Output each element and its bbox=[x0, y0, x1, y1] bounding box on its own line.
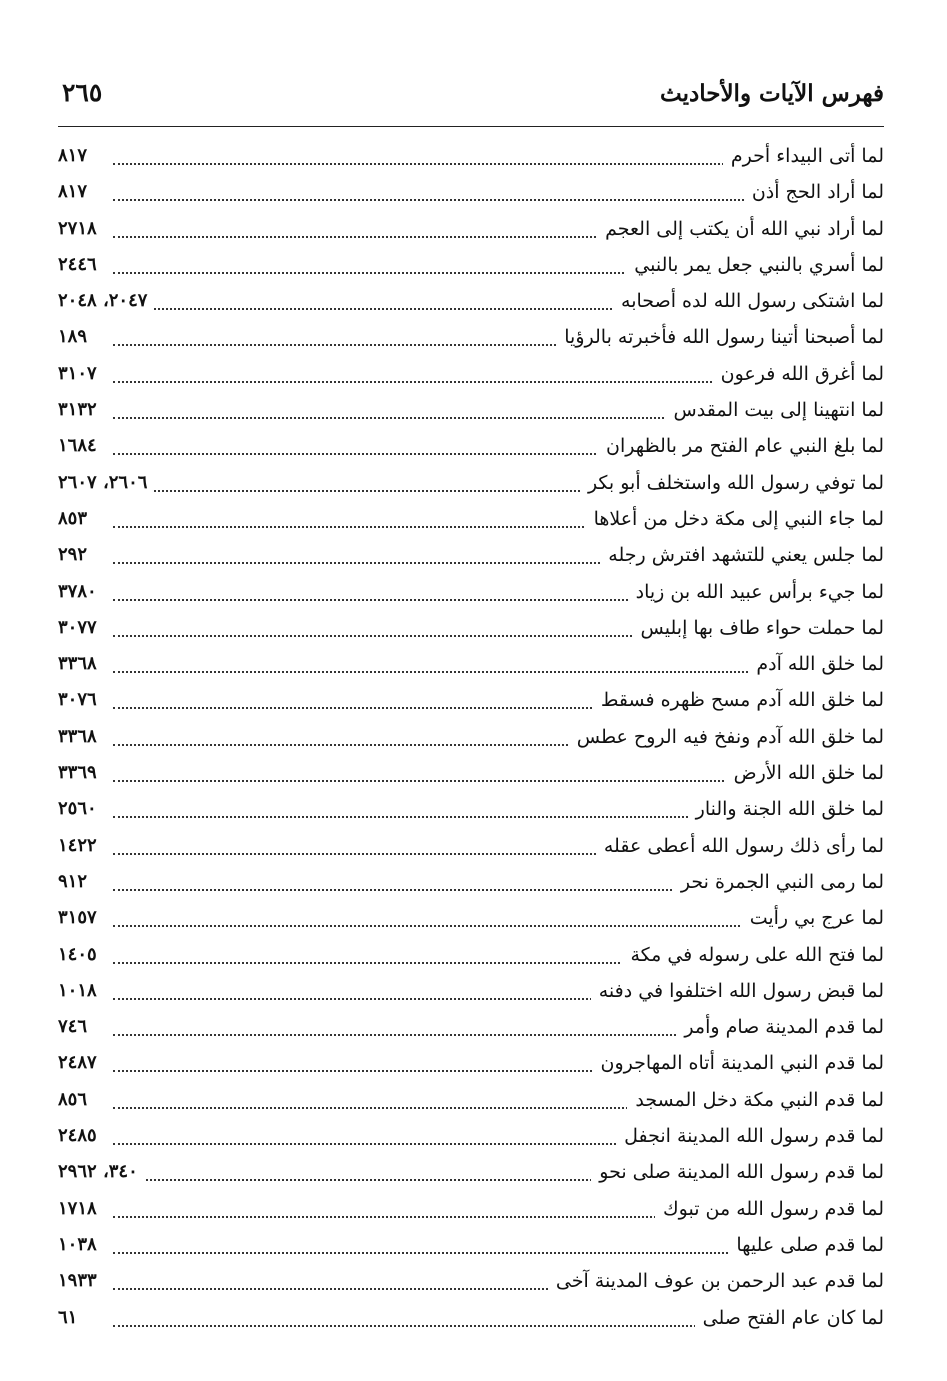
index-entry bbox=[58, 758, 884, 794]
index-entry bbox=[58, 976, 884, 1012]
index-entry bbox=[58, 1121, 884, 1157]
index-entry bbox=[58, 649, 884, 685]
entry-text: لما قدم رسول الله المدينة انجفل bbox=[616, 1125, 884, 1147]
index-entry bbox=[58, 1048, 884, 1084]
entry-text: لما أراد نبي الله أن يكتب إلى العجم bbox=[597, 218, 884, 240]
index-list bbox=[58, 141, 884, 1339]
entry-text: لما أراد الحج أذن bbox=[744, 181, 884, 203]
entry-ref-number: ٢٩٢ bbox=[58, 544, 93, 565]
entry-text: لما قدم رسول الله المدينة صلى نحو bbox=[591, 1161, 884, 1183]
entry-text: لما قدم صلى عليها bbox=[728, 1234, 884, 1256]
entry-ref-number: ٣٣٦٨ bbox=[58, 653, 103, 674]
entry-ref-number: ٢٤٨٥ bbox=[58, 1125, 103, 1146]
entry-ref-number: ٢٤٤٦ bbox=[58, 254, 103, 275]
entry-text: لما قدم النبي مكة دخل المسجد bbox=[627, 1089, 884, 1111]
entry-ref-number: ١٧١٨ bbox=[58, 1198, 103, 1219]
entry-text: لما رمى النبي الجمرة نحر bbox=[673, 871, 884, 893]
page-title: فهرس الآيات والأحاديث bbox=[659, 80, 884, 107]
index-entry bbox=[58, 1266, 884, 1302]
index-entry bbox=[58, 177, 884, 213]
index-entry bbox=[58, 1012, 884, 1048]
index-entry bbox=[58, 250, 884, 286]
entry-ref-number: ٧٤٦ bbox=[58, 1016, 93, 1037]
index-entry bbox=[58, 359, 884, 395]
entry-ref-number: ١٨٩ bbox=[58, 326, 93, 347]
entry-ref-number: ٢٧١٨ bbox=[58, 218, 103, 239]
index-entry bbox=[58, 867, 884, 903]
index-entry bbox=[58, 722, 884, 758]
index-entry bbox=[58, 1194, 884, 1230]
page-header bbox=[58, 72, 884, 120]
entry-ref-number: ١٤٠٥ bbox=[58, 944, 103, 965]
entry-text: لما فتح الله على رسوله في مكة bbox=[622, 944, 884, 966]
entry-ref-number: ٣١٥٧ bbox=[58, 907, 103, 928]
index-entry bbox=[58, 322, 884, 358]
entry-text: لما خلق الله آدم ونفخ فيه الروح عطس bbox=[569, 726, 884, 748]
entry-text: لما رأى ذلك رسول الله أعطى عقله bbox=[596, 835, 884, 857]
entry-text: لما عرج بي رأيت bbox=[742, 907, 884, 929]
index-entry bbox=[58, 395, 884, 431]
index-entry bbox=[58, 903, 884, 939]
entry-ref-number: ٣٠٧٦ bbox=[58, 689, 103, 710]
index-entry bbox=[58, 685, 884, 721]
index-entry bbox=[58, 794, 884, 830]
entry-text: لما أتى البيداء أحرم bbox=[723, 145, 884, 167]
index-entry bbox=[58, 1157, 884, 1193]
entry-ref-number: ٣٣٦٩ bbox=[58, 762, 103, 783]
entry-ref-number: ٢٤٨٧ bbox=[58, 1052, 103, 1073]
entry-ref-number: ٣٣٦٨ bbox=[58, 726, 103, 747]
index-entry bbox=[58, 141, 884, 177]
entry-text: لما خلق الله الأرض bbox=[726, 762, 884, 784]
entry-text: لما قدم المدينة صام وأمر bbox=[676, 1016, 884, 1038]
entry-ref-number: ١٦٨٤ bbox=[58, 435, 103, 456]
entry-ref-number: ٣٠٧٧ bbox=[58, 617, 103, 638]
entry-text: لما اشتكى رسول الله لده أصحابه bbox=[613, 290, 884, 312]
entry-text: لما أصبحنا أتينا رسول الله فأخبرته بالرؤيا bbox=[556, 326, 884, 348]
index-entry bbox=[58, 940, 884, 976]
entry-ref-number: ١٤٢٢ bbox=[58, 835, 103, 856]
entry-text: لما أغرق الله فرعون bbox=[713, 363, 884, 385]
entry-text: لما قدم عبد الرحمن بن عوف المدينة آخى bbox=[548, 1270, 884, 1292]
index-entry bbox=[58, 431, 884, 467]
header-rule bbox=[58, 126, 884, 127]
index-entry bbox=[58, 1085, 884, 1121]
entry-text: لما خلق الله آدم مسح ظهره فسقط bbox=[593, 689, 884, 711]
entry-ref-number: ٨٥٣ bbox=[58, 508, 93, 529]
entry-text: لما قدم رسول الله من تبوك bbox=[655, 1198, 884, 1220]
entry-ref-number: ٣٤٠، ٢٩٦٢ bbox=[58, 1161, 144, 1182]
page-number: ٢٦٥ bbox=[62, 78, 103, 107]
entry-text: لما خلق الله آدم bbox=[748, 653, 884, 675]
entry-ref-number: ٦١ bbox=[58, 1307, 83, 1328]
index-entry bbox=[58, 831, 884, 867]
entry-ref-number: ٣١٣٢ bbox=[58, 399, 103, 420]
entry-ref-number: ١٠١٨ bbox=[58, 980, 103, 1001]
index-entry bbox=[58, 504, 884, 540]
entry-ref-number: ٢٥٦٠ bbox=[58, 798, 103, 819]
index-entry bbox=[58, 468, 884, 504]
index-entry bbox=[58, 1303, 884, 1339]
entry-text: لما كان عام الفتح صلى bbox=[695, 1307, 884, 1329]
index-entry bbox=[58, 1230, 884, 1266]
index-entry bbox=[58, 286, 884, 322]
entry-ref-number: ٨٥٦ bbox=[58, 1089, 93, 1110]
entry-ref-number: ١٩٣٣ bbox=[58, 1270, 103, 1291]
index-entry bbox=[58, 214, 884, 250]
entry-ref-number: ٢٠٤٧، ٢٠٤٨ bbox=[58, 290, 153, 311]
entry-text: لما حملت حواء طاف بها إبليس bbox=[633, 617, 884, 639]
entry-ref-number: ٨١٧ bbox=[58, 145, 93, 166]
index-entry bbox=[58, 540, 884, 576]
index-entry bbox=[58, 577, 884, 613]
entry-text: لما انتهينا إلى بيت المقدس bbox=[666, 399, 884, 421]
entry-ref-number: ٢٦٠٦، ٢٦٠٧ bbox=[58, 472, 153, 493]
entry-ref-number: ٨١٧ bbox=[58, 181, 93, 202]
entry-text: لما بلغ النبي عام الفتح مر بالظهران bbox=[598, 435, 884, 457]
entry-text: لما توفي رسول الله واستخلف أبو بكر bbox=[580, 472, 884, 494]
entry-text: لما أسري بالنبي جعل يمر بالنبي bbox=[626, 254, 884, 276]
entry-text: لما جلس يعني للتشهد افترش رجله bbox=[600, 544, 884, 566]
entry-text: لما خلق الله الجنة والنار bbox=[688, 798, 884, 820]
index-entry bbox=[58, 613, 884, 649]
entry-ref-number: ٣١٠٧ bbox=[58, 363, 103, 384]
entry-ref-number: ١٠٣٨ bbox=[58, 1234, 103, 1255]
entry-ref-number: ٣٧٨٠ bbox=[58, 581, 103, 602]
entry-text: لما جاء النبي إلى مكة دخل من أعلاها bbox=[586, 508, 884, 530]
entry-ref-number: ٩١٢ bbox=[58, 871, 93, 892]
entry-text: لما قدم النبي المدينة أتاه المهاجرون bbox=[593, 1052, 884, 1074]
entry-text: لما قبض رسول الله اختلفوا في دفنه bbox=[591, 980, 884, 1002]
entry-text: لما جيء برأس عبيد الله بن زياد bbox=[628, 581, 884, 603]
